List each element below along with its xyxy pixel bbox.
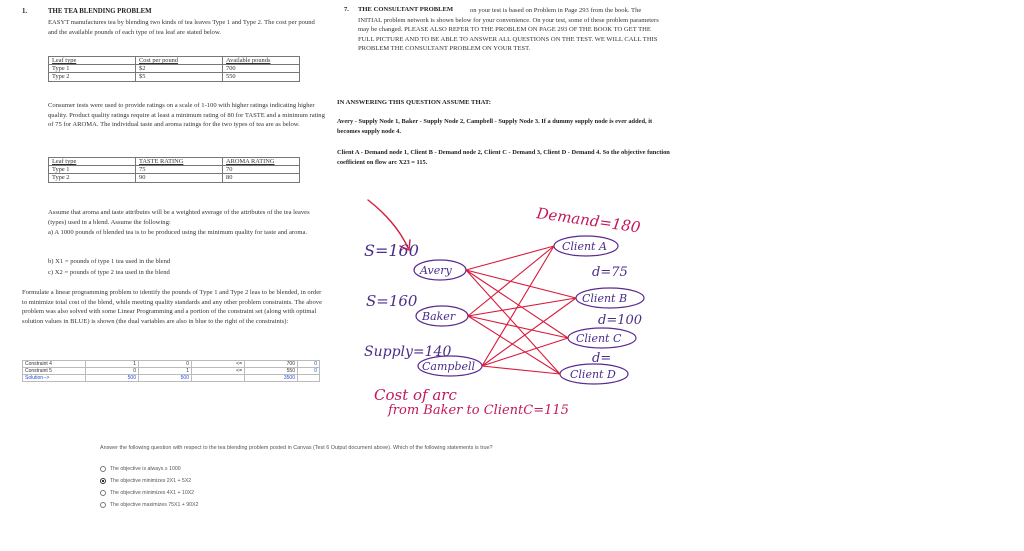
sheet-cell xyxy=(192,375,245,382)
table-cell: 90 xyxy=(136,174,223,182)
sheet-cell: Constraint 4 xyxy=(23,361,86,368)
sheet-cell: 1 xyxy=(86,361,139,368)
hw-client-a: Client A xyxy=(562,240,607,253)
hw-avery: Avery xyxy=(420,264,452,277)
sheet-cell: <= xyxy=(192,368,245,375)
sheet-cell: Constraint 5 xyxy=(23,368,86,375)
consultant-heading: THE CONSULTANT PROBLEM xyxy=(358,6,454,13)
table-cell: Type 1 xyxy=(49,65,136,73)
table-cell: Type 1 xyxy=(49,166,136,174)
hw-demand: Demand=180 xyxy=(535,204,642,237)
answer-option-label: The objective is always ≥ 1000 xyxy=(110,466,181,472)
table-cell: Type 2 xyxy=(49,174,136,182)
sheet-cell: 500 xyxy=(86,375,139,382)
answer-option-label: The objective maximizes 75X1 + 90X2 xyxy=(110,502,199,508)
hw-s160-mid: S=160 xyxy=(366,292,418,310)
section-7-number: 7. xyxy=(344,6,349,13)
table-row xyxy=(23,375,320,382)
quiz-question: Answer the following question with respect to the tea blending problem posted in Canvas (Test 6 Output document above). Which of the following statements is true? xyxy=(100,445,493,451)
tea-intro-text: EASYT manufactures tea by blending two kinds of tea leaves Type 1 and Type 2. The cost per pound and the available pounds of each type of tea leaf are stated below. xyxy=(48,19,315,36)
tea-problem-heading: THE TEA BLENDING PROBLEM xyxy=(48,8,152,15)
table-header: TASTE RATING xyxy=(136,158,223,166)
sheet-cell: <= xyxy=(192,361,245,368)
sheet-cell: 700 xyxy=(245,361,298,368)
section-1-number: 1. xyxy=(22,8,28,15)
table-row xyxy=(23,361,320,368)
consumer-tests-text: Consumer tests were used to provide ratings on a scale of 1-100 with higher ratings indicating higher quality. Product quality ratings require at least a minimum rating of 80 for TASTE and a minimum rating of 75 for AROMA. The individual taste and aroma ratings for the two types of tea are as below. xyxy=(48,102,325,129)
hw-d75: d=75 xyxy=(592,265,628,280)
table-header: Leaf type xyxy=(49,57,136,65)
radio-button[interactable] xyxy=(100,502,106,508)
hw-client-d: Client D xyxy=(570,368,616,381)
sheet-cell: 500 xyxy=(139,375,192,382)
table-row xyxy=(49,65,300,73)
table-cell: 700 xyxy=(223,65,300,73)
assumption-c: c) X2 = pounds of type 2 tea used in the blend xyxy=(48,269,170,276)
table-cell: 75 xyxy=(136,166,223,174)
answer-option[interactable] xyxy=(100,487,198,499)
radio-button[interactable] xyxy=(100,466,106,472)
assumption-b: b) X1 = pounds of type 1 tea used in the blend xyxy=(48,258,171,265)
in-answering-heading: IN ANSWERING THIS QUESTION ASSUME THAT: xyxy=(337,99,491,106)
demand-nodes-text: Client A - Demand node 1, Client B - Demand node 2, Client C - Demand 3, Client D - Demand 4. So the objective function coefficient on flow arc X23 = 115. xyxy=(337,149,670,166)
table-cell: 80 xyxy=(223,174,300,182)
assumption-a: a) A 1000 pounds of blended tea is to be produced using the minimum quality for taste and aroma. xyxy=(48,229,308,236)
assume-text: Assume that aroma and taste attributes will be a weighted average of the attributes of the tea leaves (types) used in a blend. Assume the following: xyxy=(48,209,310,226)
hw-d100: d=100 xyxy=(598,313,643,328)
answer-option[interactable] xyxy=(100,499,198,511)
hw-cost-detail: from Baker to ClientC=115 xyxy=(388,403,569,418)
quiz-options xyxy=(100,463,198,511)
table-cell: $2 xyxy=(136,65,223,73)
sheet-cell: Solution--> xyxy=(23,375,86,382)
hw-baker: Baker xyxy=(422,310,456,323)
sheet-cell: 0 xyxy=(298,368,320,375)
solver-output-sheet xyxy=(22,360,320,382)
formulate-text: Formulate a linear programming problem to identify the pounds of Type 1 and Type 2 leas to be blended, in order to minimize total cost of the blend, while meeting quality standards and any other problem constraints. The above problem was also solved with some Linear Programming and a portion of the constraint set (along with optimal solution values in BLUE) is shown (the dual variables are also in blue to the right of the constraints): xyxy=(22,289,323,325)
table-cell: 70 xyxy=(223,166,300,174)
consultant-text: on your test is based on Problem in Page 293 from the book. The INITIAL problem network is shown below for your convenience. On your test, some of these problem parameters may be changed. PLEASE ALSO REFER TO THE PROBLEM ON PAGE 293 OF THE BOOK TO GET THE FULL PICTURE AND TO BE ABLE TO ANSWER ALL QUESTIONS ON THE TEST. WE WILL CALL THIS PROBLEM THE CONSULTANT PROBLEM ON YOUR TEST. xyxy=(358,7,659,53)
table-row xyxy=(49,73,300,81)
table-cell: Type 2 xyxy=(49,73,136,81)
hw-supply: Supply=140 xyxy=(364,344,452,360)
table-header: Available pounds xyxy=(223,57,300,65)
sheet-cell: 1 xyxy=(139,368,192,375)
table-row xyxy=(49,166,300,174)
table-header: AROMA RATING xyxy=(223,158,300,166)
network-arcs xyxy=(466,246,576,374)
answer-option[interactable] xyxy=(100,475,198,487)
hw-d-bottom: d= xyxy=(592,351,612,366)
sheet-cell: 3500 xyxy=(245,375,298,382)
hw-client-c: Client C xyxy=(576,332,622,345)
sheet-cell: 0 xyxy=(86,368,139,375)
consultant-network-sketch xyxy=(330,178,700,418)
table-header: Cost per pound xyxy=(136,57,223,65)
answer-option[interactable] xyxy=(100,463,198,475)
table-cell: $5 xyxy=(136,73,223,81)
leaf-cost-table xyxy=(48,56,300,82)
hw-client-b: Client B xyxy=(582,292,628,305)
radio-button-selected[interactable] xyxy=(100,478,106,484)
table-row xyxy=(49,174,300,182)
hw-s160-top: S=160 xyxy=(364,241,419,260)
radio-button[interactable] xyxy=(100,490,106,496)
hw-campbell: Campbell xyxy=(422,360,476,373)
sheet-cell: 0 xyxy=(139,361,192,368)
answer-option-label: The objective minimizes 2X1 + 5X2 xyxy=(110,478,192,484)
answer-option-label: The objective minimizes 4X1 + 10X2 xyxy=(110,490,195,496)
sheet-cell: 0 xyxy=(298,361,320,368)
sheet-cell xyxy=(298,375,320,382)
sheet-cell: 550 xyxy=(245,368,298,375)
table-cell: 550 xyxy=(223,73,300,81)
hw-cost-of-arc: Cost of arc xyxy=(374,386,457,404)
ratings-table xyxy=(48,157,300,183)
supply-nodes-text: Avery - Supply Node 1, Baker - Supply Node 2, Campbell - Supply Node 3. If a dummy supply node is ever added, it becomes supply node 4. xyxy=(337,118,653,135)
table-row xyxy=(23,368,320,375)
table-header: Leaf type xyxy=(49,158,136,166)
